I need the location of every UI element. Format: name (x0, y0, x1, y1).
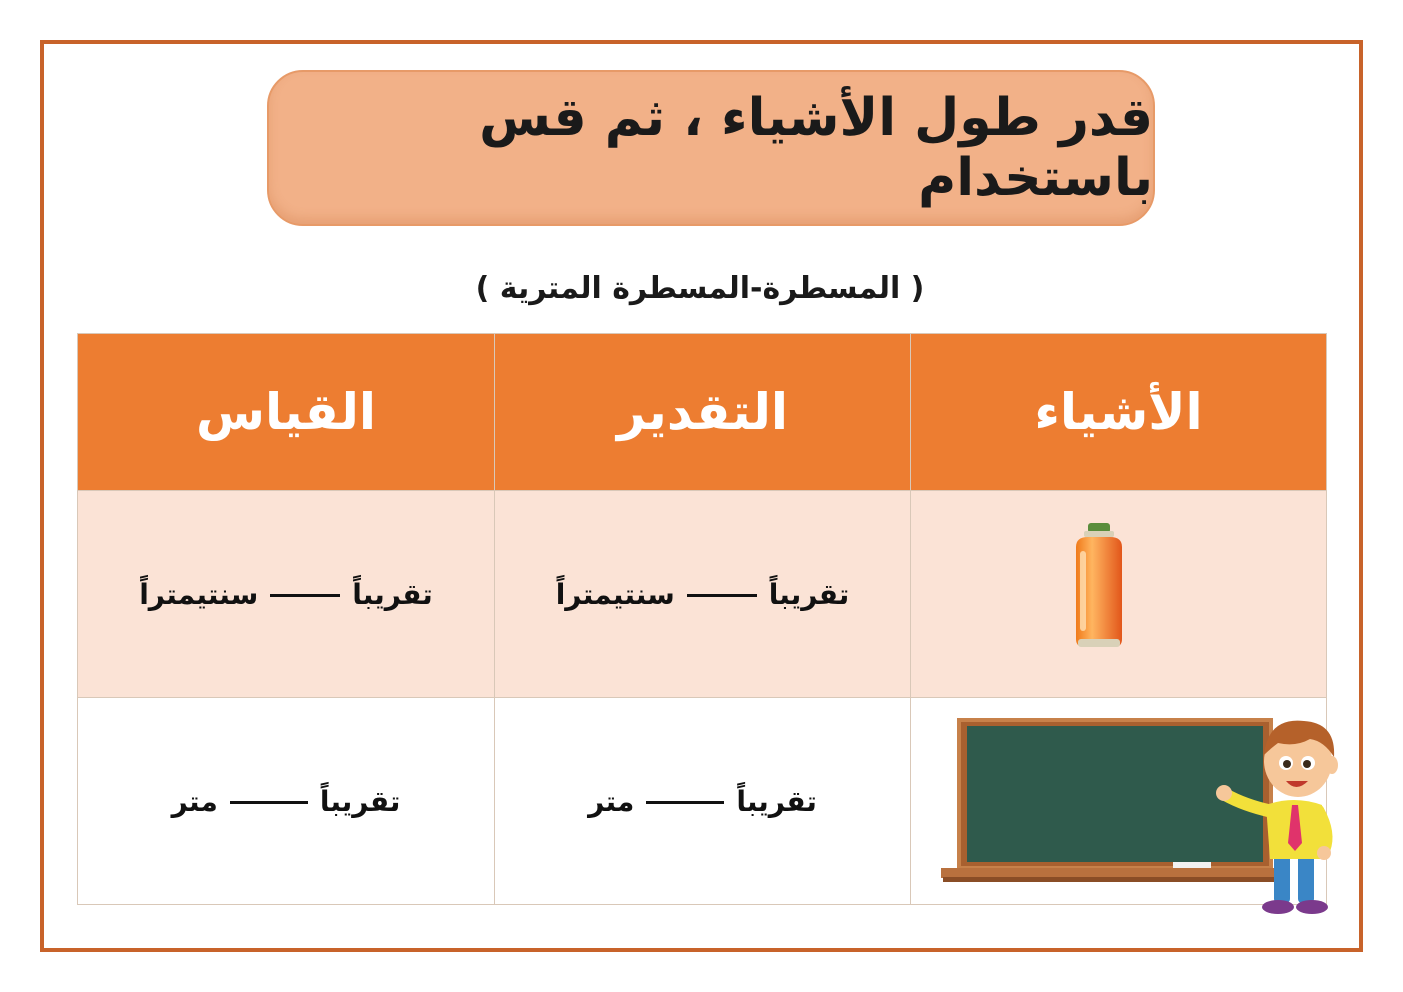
unit-label: سنتيمتراً (555, 577, 675, 611)
approx-label: تقريباً (319, 784, 401, 818)
header-objects: الأشياء (911, 334, 1327, 491)
approx-label: تقريباً (768, 577, 850, 611)
header-estimate: التقدير (495, 334, 911, 491)
answer-blank[interactable] (687, 594, 757, 597)
approx-label: تقريباً (736, 784, 817, 818)
unit-label: متر (588, 784, 635, 818)
answer-blank[interactable] (270, 594, 340, 597)
answer-blank[interactable] (230, 801, 308, 804)
estimate-cell (495, 491, 911, 698)
table-header-row (78, 334, 1327, 491)
estimate-cell (495, 698, 911, 905)
title-banner (267, 70, 1155, 226)
measure-cell (78, 491, 495, 698)
approx-label: تقريباً (352, 577, 433, 611)
unit-label: متر (171, 784, 218, 818)
measurement-table (77, 333, 1327, 905)
table-row (78, 491, 1327, 698)
answer-blank[interactable] (646, 801, 724, 804)
unit-label: سنتيمتراً (139, 577, 259, 611)
teacher-boy-illustration (1212, 713, 1362, 918)
object-cell-bottle (911, 491, 1327, 698)
table-row (78, 698, 1327, 905)
measure-cell (78, 698, 495, 905)
tools-subtitle: ( المسطرة-المسطرة المترية ) (475, 270, 925, 306)
juice-bottle-icon (1066, 521, 1132, 653)
header-measure: القياس (78, 334, 495, 491)
page-title: قدر طول الأشياء ، ثم قس باستخدام (479, 88, 1153, 208)
